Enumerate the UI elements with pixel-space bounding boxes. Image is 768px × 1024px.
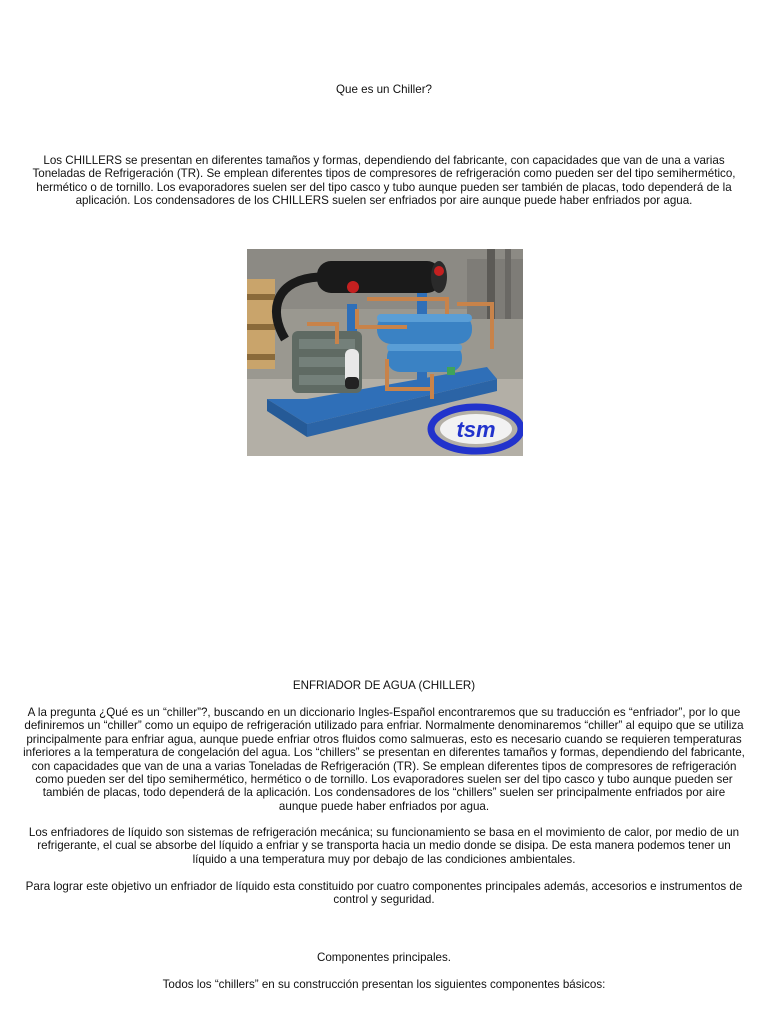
definition-paragraph: A la pregunta ¿Qué es un “chiller”?, buscando en un diccionario Ingles-Español encontraremos que su traducción es “enfriador”, por lo que definiremos un “chiller” como un equipo de refrigeración utilizado para enfriar. Normalmente denominaremos “chiller” al equipo que se utiliza principalmente para enfriar agua, aunque puede enfriar otros fluidos como salmueras, esto es necesario cuando se requieren temperaturas inferiores a la temperatura de congelación del agua. Los “chillers” se presentan en diferentes tamaños y formas, dependiendo del fabricante, con capacidades que van de una a varias Toneladas de Refrigeración (TR). Se emplean diferentes tipos de compresores de refrigeración como pueden ser del tipo semihermético, hermético o de tornillo. Los evaporadores suelen ser del tipo casco y tubo aunque pueden ser también de placas, todo dependerá de la aplicación. Los condensadores de los “chillers” suelen ser principalmente enfriados por aire aunque puede haber enfriados por agua.: [23, 706, 745, 813]
section-title-chiller: Que es un Chiller?: [335, 83, 433, 96]
section-title-enfriador: ENFRIADOR DE AGUA (CHILLER): [292, 679, 476, 692]
section-title-componentes: Componentes principales.: [316, 951, 452, 964]
components-list-intro: Todos los “chillers” en su construcción presentan los siguientes componentes básicos:: [162, 978, 606, 991]
chiller-photo: [247, 249, 523, 456]
svg-text:tsm: tsm: [456, 417, 496, 442]
function-paragraph: Los enfriadores de líquido son sistemas de refrigeración mecánica; su funcionamiento se basa en el movimiento de calor, por medio de un refrigerante, el cual se absorbe del líquido a enfriar y se transporta hacia un medio donde se disipa. De esta manera podemos tener un líquido a una temperatura muy por debajo de las condiciones ambientales.: [28, 826, 740, 866]
intro-paragraph: Los CHILLERS se presentan en diferentes tamaños y formas, dependiendo del fabricante, con capacidades que van de una a varias Toneladas de Refrigeración (TR). Se emplean diferentes tipos de compresores de refrigeración como pueden ser del tipo semihermético, hermético o de tornillo. Los evaporadores suelen ser del tipo casco y tubo aunque pueden ser también de placas, todo dependerá de la aplicación. Los condensadores de los CHILLERS suelen ser enfriados por aire aunque puede haber enfriados por agua.: [32, 154, 736, 208]
components-intro-paragraph: Para lograr este objetivo un enfriador de líquido esta constituido por cuatro componentes principales además, accesorios e instrumentos de control y seguridad.: [25, 880, 743, 907]
